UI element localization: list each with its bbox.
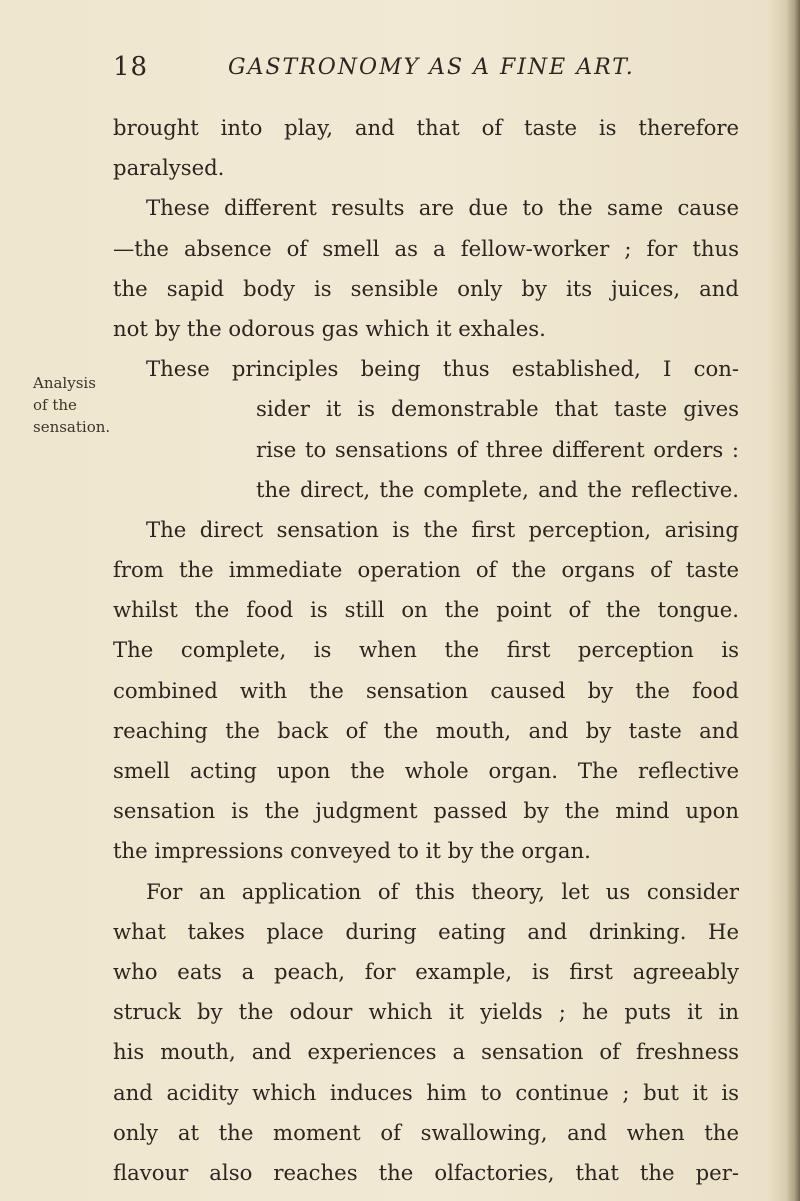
text-line: whilst the food is still on the point of the tongue. [113, 597, 739, 623]
text-line: from the immediate operation of the organs of taste [113, 557, 739, 583]
body-text [113, 108, 739, 1193]
text-line: The direct sensation is the first perception, arising [146, 516, 739, 542]
text-line: struck by the odour which it yields ; he puts it in [113, 999, 739, 1025]
margin-note-line: sensation. [33, 418, 111, 436]
page-number: 18 [113, 52, 149, 82]
page-edge-shadow [786, 0, 800, 1201]
text-line: sider it is demonstrable that taste gives [256, 396, 739, 422]
text-line: what takes place during eating and drinking. He [113, 918, 739, 944]
text-line: the impressions conveyed to it by the organ. [113, 838, 591, 864]
text-line: paralysed. [113, 155, 225, 181]
text-line: For an application of this theory, let us consider [146, 878, 739, 904]
text-line: rise to sensations of three different orders : [256, 436, 739, 462]
text-line: flavour also reaches the olfactories, that the per- [113, 1159, 739, 1185]
text-line: These principles being thus established, I con- [146, 356, 739, 382]
margin-note-line: of the [33, 396, 77, 414]
margin-note-line: Analysis [33, 374, 96, 392]
text-line: brought into play, and that of taste is therefore [113, 115, 739, 140]
text-line: the direct, the complete, and the reflective. [256, 476, 739, 502]
running-title: GASTRONOMY AS A FINE ART. [228, 55, 635, 80]
text-line: and acidity which induces him to continue ; but it is [113, 1079, 739, 1105]
text-line: —the absence of smell as a fellow-worker ; for thus [113, 235, 739, 261]
text-line: not by the odorous gas which it exhales. [113, 315, 546, 341]
text-line: the sapid body is sensible only by its juices, and [113, 275, 739, 301]
running-head [113, 52, 753, 92]
text-line: combined with the sensation caused by the food [113, 677, 739, 703]
text-line: sensation is the judgment passed by the mind upon [113, 798, 739, 824]
text-line: his mouth, and experiences a sensation of freshness [113, 1039, 739, 1065]
text-line: reaching the back of the mouth, and by taste and [113, 717, 739, 743]
text-line: The complete, is when the first perception is [113, 637, 739, 663]
text-line: who eats a peach, for example, is first agreeably [113, 958, 739, 984]
text-line: smell acting upon the whole organ. The reflective [113, 758, 739, 783]
text-line: These different results are due to the same cause [146, 195, 739, 221]
text-line: only at the moment of swallowing, and when the [113, 1119, 739, 1145]
